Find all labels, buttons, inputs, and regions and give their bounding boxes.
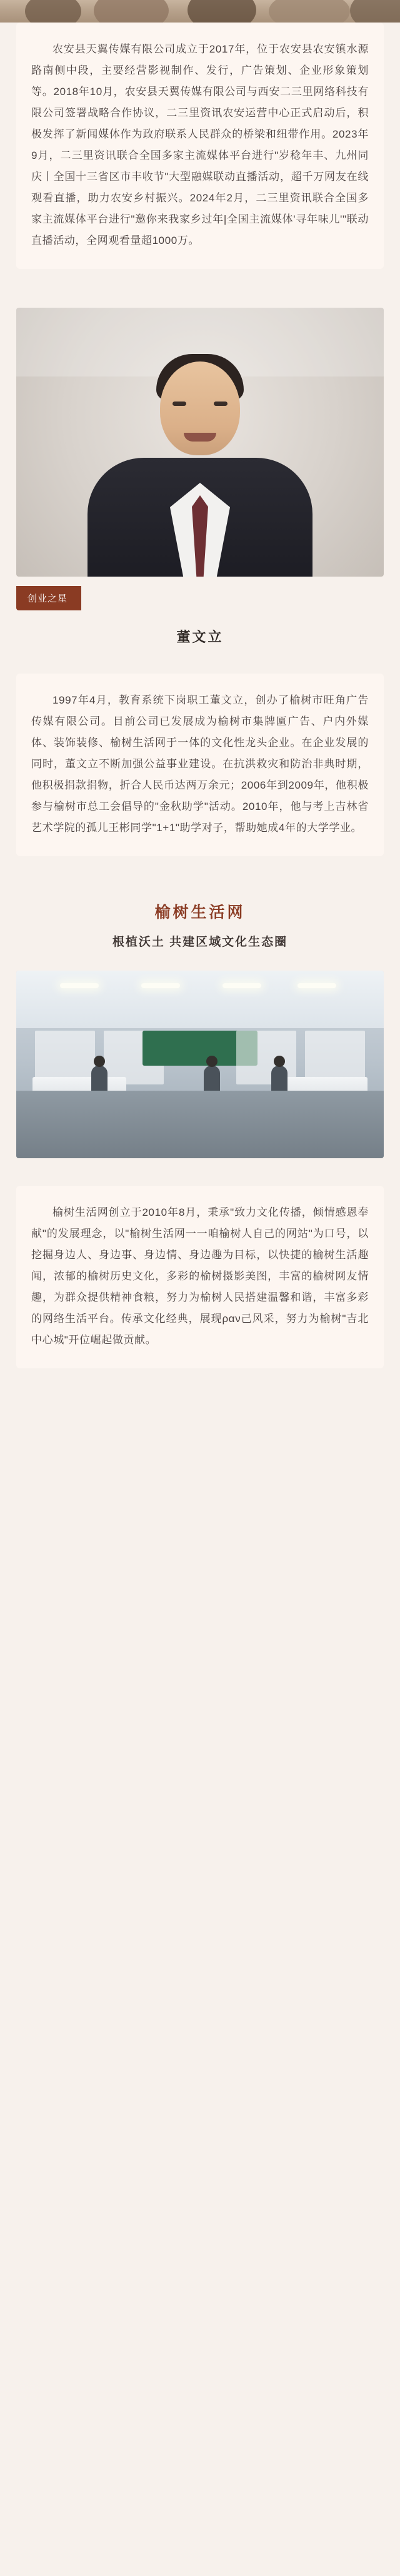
paragraph-website-intro: 榆树生活网创立于2010年8月，秉承"致力文化传播，倾情感恩奉献"的发展理念，以"榆树生活网一一咱榆树人自己的网站"为口号，以挖掘身边人、身边事、身边情、身边趣为目标，以快捷的榆树生活趣闻，浓郁的榆树历史文化，多彩的榆树摄影美图，丰富的榆树网友情趣，为群众提供精神食粮，努力为榆树人民搭建温馨和谐，丰富多彩的网络生活平台。传承文化经典，展现ραν己风采，努力为榆树"吉北中心城"开位崛起做贡献。 — [31, 1206, 369, 1346]
photo-shape-eye — [214, 402, 228, 406]
person-name: 董文立 — [176, 629, 224, 645]
photo-shape-lamp — [60, 983, 99, 988]
photo-shape — [188, 0, 256, 23]
photo-shape — [269, 0, 350, 23]
website-text-card — [16, 1186, 384, 1368]
top-photo-strip — [0, 0, 400, 23]
portrait-block — [16, 308, 384, 604]
spacer — [0, 269, 400, 308]
section-subtitle: 根植沃土 共建区域文化生态圈 — [112, 936, 288, 949]
photo-shape-lamp — [298, 983, 336, 988]
section-title: 榆树生活网 — [154, 904, 246, 921]
spacer — [0, 1158, 400, 1186]
spacer — [0, 1368, 400, 1393]
portrait-photo — [16, 308, 384, 577]
photo-shape-floor — [16, 1091, 384, 1158]
photo-shape-eye — [172, 402, 186, 406]
photo-shape — [25, 0, 81, 23]
photo-shape — [94, 0, 169, 23]
paragraph-biography: 1997年4月，教育系统下岗职工董文立，创办了榆树市旺角广告传媒有限公司。目前公司已发展成为榆树市集牌匾广告、户内外媒体、装饰装修、榆树生活网于一体的文化性龙头企业。在企业发展的同时，董文立不断加强公益事业建设。在抗洪救灾和防治非典时期，他积极捐款捐物，折合人民币达两万余元；2006年到2009年，他积极参与榆树市总工会倡导的"金秋助学"活动。2010年，他与考上吉林省艺术学院的孤儿王彬同学"1+1"助学对子，帮助她成4年的大学学业。 — [31, 694, 369, 834]
spacer — [0, 856, 400, 884]
interior-photo — [16, 971, 384, 1158]
photo-shape-lamp — [141, 983, 180, 988]
intro-text-card — [16, 23, 384, 269]
biography-text-card — [16, 674, 384, 856]
interior-photo-block — [16, 971, 384, 1158]
photo-shape — [350, 0, 400, 23]
spacer — [0, 646, 400, 674]
caption-badge: 创业之星 — [16, 586, 81, 610]
photo-shape-mouth — [184, 433, 216, 442]
photo-shape-ceiling — [16, 971, 384, 1028]
photo-shape-lamp — [222, 983, 261, 988]
section-banner — [16, 884, 384, 961]
paragraph-company-intro: 农安县天翼传媒有限公司成立于2017年，位于农安县农安镇水源路南侧中段，主要经营影视制作、发行，广告策划、企业形象策划等。2018年10月，农安县天翼传媒有限公司与西安二三里网络科技有限公司签署战略合作协议，二三里资讯农安运营中心正式启动后，积极发挥了新闻媒体作为政府联系人民群众的桥梁和纽带作用。2023年9月，二三里资讯联合全国多家主流媒体平台进行"岁稔年丰、九州同庆丨全国十三省区市丰收节"大型融媒联动直播活动，超千万网友在线观看直播，助力农安乡村振兴。2024年2月，二三里资讯联合全国多家主流媒体平台进行"邀你来我家乡过年|全国主流媒体'寻年味儿'"联动直播活动，全网观看量超1000万。 — [31, 43, 369, 246]
